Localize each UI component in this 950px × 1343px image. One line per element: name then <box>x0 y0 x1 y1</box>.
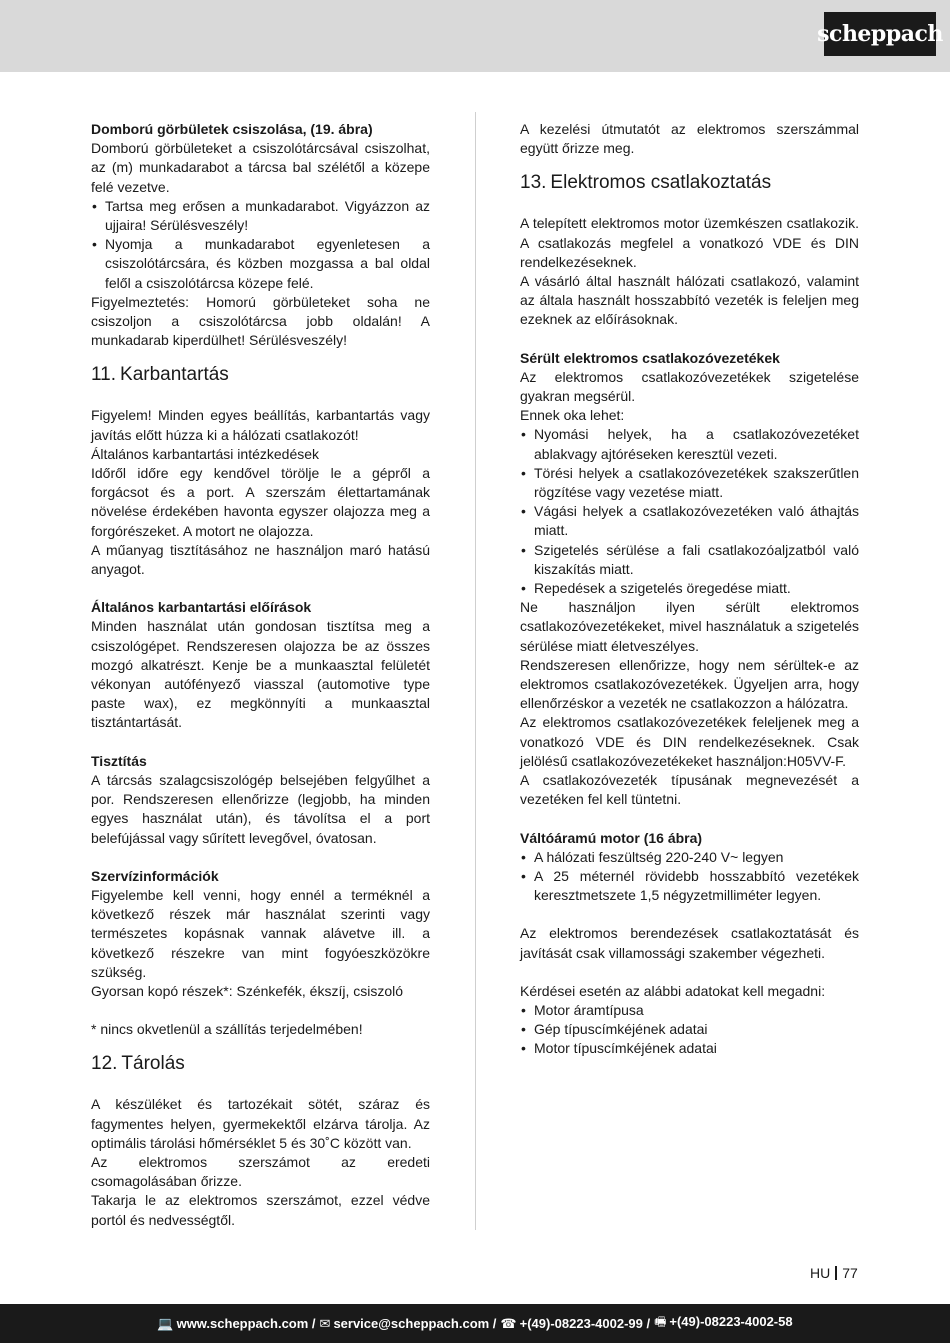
storage-packaging: Az elektromos szerszámot az eredeti csomagolásában őrizze. <box>91 1153 430 1190</box>
section-13-heading <box>520 171 859 195</box>
maintenance-plastic-note: A műanyag tisztításához ne használjon maró hatású anyagot. <box>91 541 430 578</box>
convex-paragraph: Domború görbületeket a csiszolótárcsával csiszolhat, az (m) munkadarabot a tárcsa bal szélétől a közepe felé vezetve. <box>91 140 430 195</box>
connection-paragraph-2: A vásárló által használt hálózati csatlakozó, valamint az általa használt hosszabbító vezeték is feleljen meg ezeknek az előírásoknak. <box>520 273 859 328</box>
list-item: • Szigetelés sérülése a fali csatlakozóaljzatból való kiszakítás miatt. <box>520 541 859 579</box>
list-item: • Nyomja a munkadarabot egyenletesen a csiszolótárcsára, és közben mozgassa a bal oldal felől a csiszolótárcsa közepe felé. <box>91 235 430 293</box>
ac-motor-title: Váltóáramú motor (16 ábra) <box>520 829 703 846</box>
maintenance-warning: Figyelem! Minden egyes beállítás, karbantartás vagy javítás előtt húzza ki a hálózati csatlakozót! <box>91 407 430 443</box>
section-number: 12. <box>91 1053 118 1075</box>
computer-icon: 💻 <box>157 1315 174 1331</box>
section-number: 11. <box>91 364 117 386</box>
damaged-cables-marking: A csatlakozóvezeték típusának megnevezését a vezetéken fel kell tüntetni. <box>520 772 859 808</box>
delivery-note: * nincs okvetlenül a szállítás terjedelmében! <box>91 1021 363 1038</box>
list-item: • Tartsa meg erősen a munkadarabot. Vigyázzon az ujjaira! Sérülésveszély! <box>91 197 430 235</box>
list-item: • Törési helyek a csatlakozóvezetékek szakszerűtlen rögzítése vagy vezetése miatt. <box>520 464 859 502</box>
maintenance-paragraph: Időről időre egy kendővel törölje le a gépről a forgácsot és a port. A szerszám élettartamának növelése érdekében havonta egyszer olajozza meg a forgórészeket. A motort ne olajozza. <box>91 465 430 539</box>
header-band <box>0 0 950 72</box>
phone-icon: ☎ <box>500 1315 517 1331</box>
list-item: • Vágási helyek a csatlakozóvezetéken való áthajtás miatt. <box>520 502 859 540</box>
storage-cover: Takarja le az elektromos szerszámot, ezzel védve portól és nedvességtől. <box>91 1192 430 1228</box>
convex-warning: Figyelmeztetés: Homorú görbületeket soha ne csiszoljon a csiszolótárcsa jobb oldalán! A munkadarab kiperdülhet! Sérülésveszély! <box>91 293 430 349</box>
section-11-heading <box>91 363 430 387</box>
general-maintenance-title: Általános karbantartási előírások <box>91 599 312 616</box>
convex-title: Domború görbületek csiszolása, (19. ábra) <box>91 121 373 137</box>
required-data-list <box>520 1001 859 1059</box>
footer-phone: +(49)-08223-4002-99 / <box>519 1315 651 1331</box>
left-column <box>91 120 430 1230</box>
maintenance-subtitle: Általános karbantartási intézkedések <box>91 445 320 462</box>
storage-paragraph: A készüléket és tartozékait sötét, száraz és fagymentes helyen, gyermekektől elzárva tárolja. Az optimális tárolási hőmérséklet 5 és 30˚C között van. <box>91 1096 430 1151</box>
list-item: • A 25 méternél rövidebb hosszabbító vezetékek keresztmetszete 1,5 négyzetmilliméter legyen. <box>520 867 859 905</box>
questions-note: Kérdései esetén az alábbi adatokat kell megadni: <box>520 982 826 999</box>
damaged-cables-check: Rendszeresen ellenőrizze, hogy nem sérültek-e az elektromos csatlakozóvezetékek. Ügyeljen arra, hogy ellenőrzéskor a vezeték ne csatlakozzon a hálózatra. <box>520 656 859 712</box>
damaged-cables-standard: Az elektromos csatlakozóvezetékek feleljenek meg a vonatkozó VDE és DIN rendelkezéseknek. Csak jelölésű csatlakozóvezetékeket használjon:H05VV-F. <box>520 714 859 769</box>
fax-icon: 🖷 <box>654 1313 667 1329</box>
damage-causes-list <box>520 425 859 598</box>
electrician-note: Az elektromos berendezések csatlakoztatását és javítását csak villamossági szakember végezheti. <box>520 925 859 961</box>
damaged-cables-cause: Ennek oka lehet: <box>520 407 625 424</box>
damaged-cables-title: Sérült elektromos csatlakozóvezetékek <box>520 349 780 366</box>
footer-bar <box>0 1304 950 1343</box>
brand-logo: scheppach <box>824 12 936 56</box>
damaged-cables-warning: Ne használjon ilyen sérült elektromos csatlakozóvezetékeket, mivel használatuk a szigetelés sérülése miatt életveszélyes. <box>520 599 859 654</box>
wear-parts-line: Gyorsan kopó részek*: Szénkefék, ékszíj, csiszoló <box>91 982 404 999</box>
cleaning-paragraph: A tárcsás szalagcsiszológép belsejében felgyűlhet a por. Rendszeresen ellenőrizze (legjobb, ha minden egyes használat után), és távolítsa el a port belefújással vagy sűrített levegővel, óvatosan. <box>91 771 430 846</box>
service-info-paragraph: Figyelembe kell venni, hogy ennél a terméknél a következő részek már használat szerinti vagy természetes kopásnak vannak alávetve ill. a következő részekre van mint fogyóeszközökre szükség. <box>91 886 430 980</box>
footer-email[interactable]: service@scheppach.com / <box>333 1315 497 1331</box>
ac-motor-list <box>520 848 859 906</box>
service-info-title: Szervízinformációk <box>91 867 219 884</box>
section-number: 13. <box>520 172 547 194</box>
page-number <box>810 1265 858 1281</box>
page-language: HU <box>810 1265 831 1281</box>
manual-keep-note: A kezelési útmutatót az elektromos szerszámmal együtt őrizze meg. <box>520 121 859 157</box>
section-title: Tárolás <box>121 1053 185 1075</box>
general-maintenance-paragraph: Minden használat után gondosan tisztítsa meg a csiszológépet. Rendszeresen olajozza be az összes mozgó alkatrészt. Kenje be a munkaasztal felületét vékonyan autófényező viasszal (automotive type paste wax), ez megkönnyíti a munkaasztal tisztántartását. <box>91 618 430 731</box>
list-item: • Motor áramtípusa <box>520 1001 859 1020</box>
list-item: • Nyomási helyek, ha a csatlakozóvezetéket ablakvagy ajtóréseken keresztül vezeti. <box>520 425 859 463</box>
page-number-value: 77 <box>842 1265 858 1281</box>
footer-fax: +(49)-08223-4002-58 <box>669 1313 793 1329</box>
section-title: Karbantartás <box>120 364 229 386</box>
section-12-heading <box>91 1052 430 1076</box>
list-item: • A hálózati feszültség 220-240 V~ legyen <box>520 848 859 867</box>
cleaning-title: Tisztítás <box>91 752 147 769</box>
convex-bullet-list <box>91 197 430 293</box>
list-item: • Motor típuscímkéjének adatai <box>520 1039 859 1058</box>
damaged-cables-paragraph: Az elektromos csatlakozóvezetékek szigetelése gyakran megsérül. <box>520 368 859 405</box>
connection-paragraph: A telepített elektromos motor üzemkészen csatlakozik. A csatlakozás megfelel a vonatkozó VDE és DIN rendelkezéseknek. <box>520 215 859 270</box>
footer-web[interactable]: www.scheppach.com / <box>176 1315 316 1331</box>
page-separator <box>835 1266 837 1280</box>
section-title: Elektromos csatlakoztatás <box>550 172 772 194</box>
column-divider <box>475 112 476 1230</box>
list-item: • Gép típuscímkéjének adatai <box>520 1020 859 1039</box>
mail-icon: ✉ <box>319 1315 331 1331</box>
list-item: • Repedések a szigetelés öregedése miatt. <box>520 579 859 598</box>
right-column <box>520 120 859 1059</box>
